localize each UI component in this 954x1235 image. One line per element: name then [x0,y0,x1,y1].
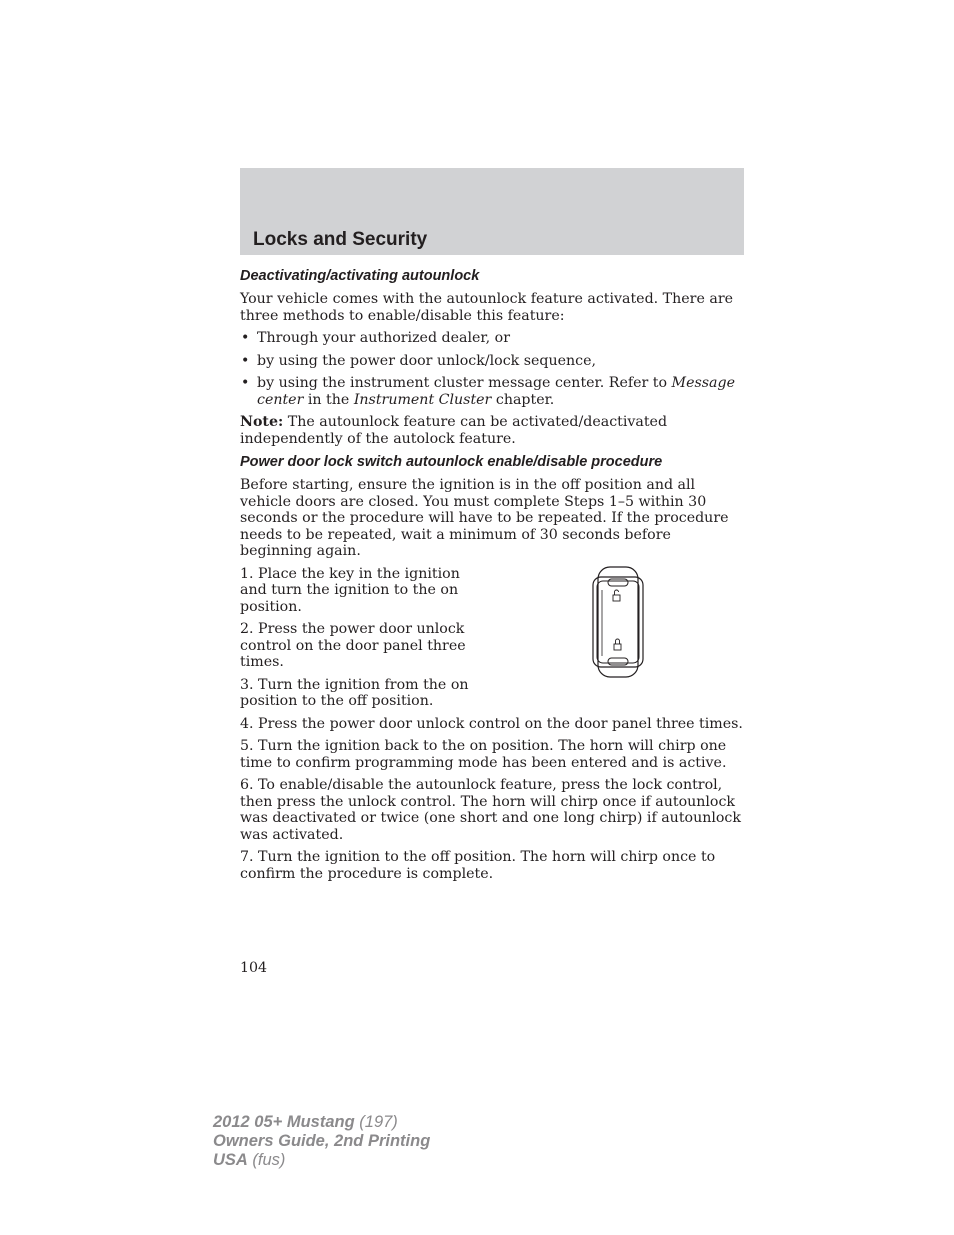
chapter-header-band [240,168,744,255]
door-lock-switch-illustration [590,566,646,678]
step-item: 1. Place the key in the ignition and turn the ignition to the on position. [240,565,460,615]
footer-line: Owners Guide, 2nd Printing [213,1132,431,1150]
footer-line: USA (fus) [213,1151,286,1169]
note-label: Note: [240,414,284,430]
document-footer [213,1113,430,1170]
chapter-title: Locks and Security [253,229,428,250]
section-heading-autounlock: Deactivating/activating autounlock [240,268,480,284]
bullet-marker: • [241,330,250,346]
footer-line: 2012 05+ Mustang (197) [213,1113,398,1131]
section-heading-procedure: Power door lock switch autounlock enable/disable procedure [240,454,663,470]
paragraph-intro: Your vehicle comes with the autounlock feature activated. There are three methods to enable/disable this feature: [240,291,733,324]
cross-reference: Message center [257,375,735,408]
step-item: 5. Turn the ignition back to the on position. The horn will chirp one time to confirm programming mode has been entered and is active. [240,738,727,771]
step-item: 3. Turn the ignition from the on position to the off position. [240,676,469,709]
note-paragraph: Note: The autounlock feature can be activated/deactivated independently of the autolock feature. [240,414,668,447]
list-item: • by using the instrument cluster message center. Refer to Message center in the Instrument Cluster chapter. [241,375,735,408]
cross-reference: Instrument Cluster [353,391,492,408]
steps-with-figure [240,566,744,710]
unlock-icon [613,590,620,601]
bullet-list [240,330,744,408]
step-item: 7. Turn the ignition to the off position. The horn will chirp once to confirm the procedure is complete. [240,849,716,882]
page-number: 104 [240,960,268,976]
bullet-marker: • [241,375,250,391]
list-item: • by using the power door unlock/lock sequence, [241,352,597,369]
step-item: 4. Press the power door unlock control on the door panel three times. [240,715,743,732]
lock-icon [614,639,621,650]
steps-narrow-column [240,566,490,710]
step-item: 6. To enable/disable the autounlock feature, press the lock control, then press the unlock control. The horn will chirp once if autounlock was deactivated or twice (one short and one long chirp) if autounlock was activated. [240,777,741,843]
step-item: 2. Press the power door unlock control on the door panel three times. [240,621,466,670]
page-content [240,267,744,888]
list-item: • Through your authorized dealer, or [241,330,510,346]
bullet-marker: • [241,352,250,369]
paragraph-procedure-intro: Before starting, ensure the ignition is in the off position and all vehicle doors are closed. You must complete Steps 1–5 within 30 seconds or the procedure will have to be repeated. If the procedure needs to be repeated, wait a minimum of 30 seconds before beginning again. [240,477,729,559]
